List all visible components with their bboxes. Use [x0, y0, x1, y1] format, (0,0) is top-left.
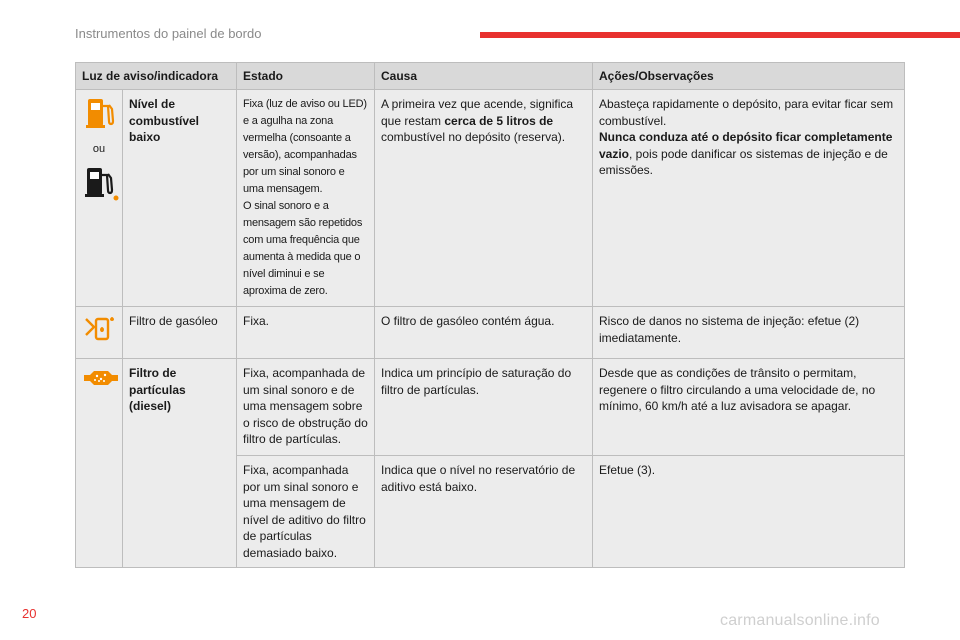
fuel-state: Fixa (luz de aviso ou LED) e a agulha na zona vermelha (consoante a versão), acompanhadas por um sinal sonoro e uma mensagem. [243, 98, 367, 195]
table-row-particle-filter-1 [76, 359, 905, 456]
fuel-state-repeat: O sinal sonoro e a mensagem são repetidos com uma frequência que aumenta à medida que o nível diminui e se aproxima de zero. [243, 200, 363, 297]
header-accent-bar [480, 32, 960, 38]
fuel-action-2: , pois pode danificar os sistemas de injeção e de emissões. [599, 146, 888, 177]
fuel-cause-text: A primeira vez que acende, significa que restam [381, 97, 574, 128]
diesel-filter-action: Risco de danos no sistema de injeção: efetue (2) imediatamente. [593, 307, 905, 359]
diesel-filter-state: Fixa. [237, 307, 375, 359]
fuel-action-cell [593, 90, 905, 307]
table-row-fuel [76, 90, 905, 307]
particle-filter-state-1: Fixa, acompanhada de um sinal sonoro e de uma mensagem sobre o risco de obstrução do filtro de partículas. [237, 359, 375, 456]
particle-filter-cause-1: Indica um princípio de saturação do filtro de partículas. [375, 359, 593, 456]
particle-filter-action-2: Efetue (3). [593, 456, 905, 568]
particle-filter-action-1: Desde que as condições de trânsito o permitam, regenere o filtro circulando a uma velocidade de, no mínimo, 60 km/h até a luz avisadora se apagar. [593, 359, 905, 456]
fuel-action-warning: Nunca conduza até o depósito ficar completamente vazio [599, 130, 893, 161]
fuel-state-cell [237, 90, 375, 307]
fuel-cause-cell [375, 90, 593, 307]
fuel-pump-empty-icon [82, 165, 120, 203]
fuel-name: Nível de combustível baixo [123, 90, 237, 307]
or-label: ou [92, 142, 106, 155]
particle-filter-state-2: Fixa, acompanhada por um sinal sonoro e uma mensagem de nível de aditivo do filtro de partículas demasiado baixo. [237, 456, 375, 568]
col-header-light: Luz de aviso/indicadora [76, 63, 237, 90]
diesel-filter-name: Filtro de gasóleo [123, 307, 237, 359]
diesel-filter-icon-cell [76, 307, 123, 359]
fuel-cause-text-end: combustível no depósito (reserva). [381, 130, 566, 144]
fuel-pump-icon [82, 96, 116, 130]
diesel-water-filter-icon [82, 313, 118, 343]
particle-filter-cause-2: Indica que o nível no reservatório de aditivo está baixo. [375, 456, 593, 568]
watermark: carmanualsonline.info [720, 612, 880, 629]
particle-filter-icon [82, 365, 120, 391]
fuel-action-1: Abasteça rapidamente o depósito, para evitar ficar sem combustível. [599, 97, 894, 128]
particle-filter-icon-cell [76, 359, 123, 568]
page-header-title: Instrumentos do painel de bordo [75, 26, 262, 41]
diesel-filter-cause: O filtro de gasóleo contém água. [375, 307, 593, 359]
col-header-state: Estado [237, 63, 375, 90]
col-header-cause: Causa [375, 63, 593, 90]
particle-filter-name: Filtro de partículas (diesel) [123, 359, 237, 568]
col-header-actions: Ações/Observações [593, 63, 905, 90]
warning-lights-table [75, 62, 905, 568]
page-number: 20 [22, 606, 37, 621]
table-header-row [76, 63, 905, 90]
fuel-cause-bold: cerca de 5 litros de [444, 113, 554, 128]
table-row-diesel-filter [76, 307, 905, 359]
fuel-icons-cell [76, 90, 123, 307]
